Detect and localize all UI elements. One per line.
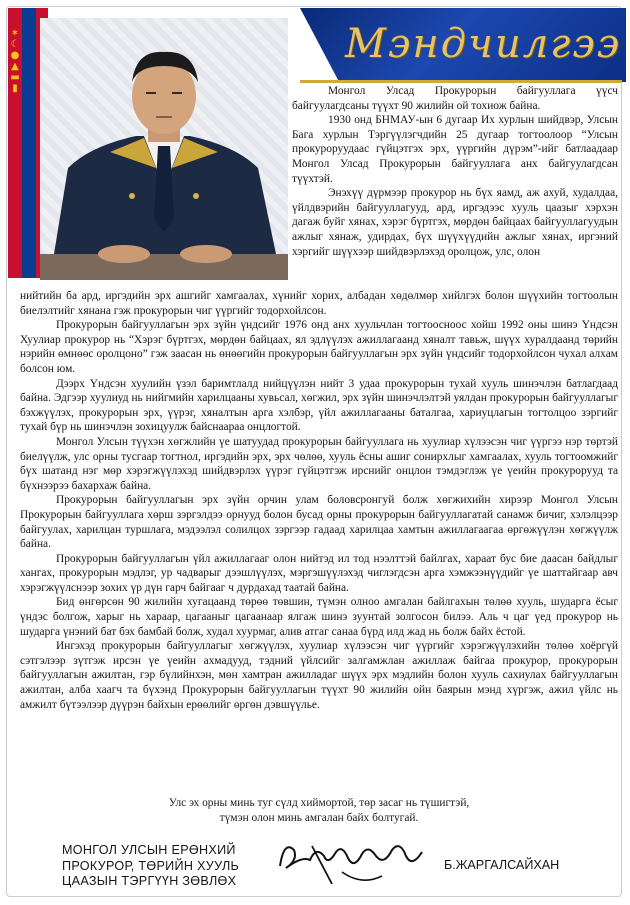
intro-text	[292, 84, 618, 259]
paragraph: Прокурорын байгууллагын үйл ажиллагааг олон нийтэд ил тод нээлттэй байлгах, хараат бус бие даасан байдлыг хангах, прокурорын мэдлэг, ур чадварыг дээшлүүлэх, мэргэшүүлэхэд чиглэгдсэн арга хэмжээнүүдийг үе шаттайгаар авч хэрэгжүүлснээр зохих үр дүн гарч байгааг ч дурдахад таатай байна.	[20, 552, 618, 594]
paragraph: 1930 онд БНМАУ-ын 6 дугаар Их хурлын шийдвэр, Улсын Бага хурлын Тэргүүлэгчдийн 25 дугаар тогтоолоор “Улсын прокуроруудаас гүйцэтгэх эрх, үүргийн дүрэм”-ийг батлаадаар Монгол Улсад Прокурорын байгууллага анх байгуулагдсан түүхтэй.	[292, 114, 618, 185]
signer-title-line: МОНГОЛ УЛСЫН ЕРӨНХИЙ	[62, 843, 236, 857]
header-gold-line	[300, 80, 622, 83]
paragraph: Монгол Улсын түүхэн хөгжлийн үе шатуудад прокурорын байгууллага нь хуулиар хүлээсэн чиг үүргээ нэр төртэй биелүүлж, улс орны тусгаар тогтнол, иргэдийн эрх, эрх чөлөө, хууль ёсны ашиг сонирхлыг хамгаалах, хууль тогтоомжийг бүх шатанд нэг мөр хэрэгжүүлэхэд шийдвэрлэх үүрэг гүйцэтгэж ирснийг онцлон тэмдэглэж үе үеийн прокурорууд та бүхнээрээ бахархаж байна.	[20, 435, 618, 492]
closing-line: түмэн олон минь амгалан байх болтугай.	[219, 811, 419, 824]
signature-icon	[272, 826, 432, 892]
signer-name: Б.ЖАРГАЛСАЙХАН	[444, 858, 560, 872]
page-title: Мэндчилгээ	[345, 21, 622, 67]
closing-verse	[20, 796, 618, 825]
paragraph: Прокурорын байгууллагын эрх зүйн үндсийг 1976 онд анх хуульчлан тогтоосноос хойш 1992 оны шинэ Үндсэн Хуулиар прокурор нь “Хэрэг бүртгэх, мөрдөн байцаах, ял эдлүүлэх ажиллагаанд хяналт тавьж, шүүх хуралдаанд төрийн нэрийн өмнөөс оролцоно” гэж заасан нь өнөөгийн прокурорын байгууллагын эрх зүйн үндсийг тодорхойлсон чухал алхам болсон юм.	[20, 319, 618, 375]
signer-title-line: ЦААЗЫН ТЭРГҮҮН ЗӨВЛӨХ	[62, 874, 237, 888]
paragraph: Ингэхэд прокурорын байгууллагыг хөгжүүлэх, хуулиар хүлээсэн чиг үүргийг хэрэгжүүлэхийн төлөө хоёргүй сэтгэлээр зүтгэж ирсэн үе үеийн ахмадууд, тэдний үйлсийг залгамжлан ажиллаж байгаа прокурор, прокурорын байгууллагын ажилтан, гэр бүлийнхэн, мөн хамтран ажилладаг шүүх эрх мэдлийн болон хууль сахиулах байгууллагын ажилтан, алба хаагч та бүхэнд Прокурорын байгууллагын түүхт 90 жилийн ойн баярын мэнд хүргэж, ажил үйлс нь амжилт бүтээлээр дүүрэн байхын ерөөлийг өргөн дэвшүүлье.	[20, 640, 618, 711]
paragraph: нийтийн ба ард, иргэдийн эрх ашгийг хамгаалах, хүнийг хорих, албадан хөдөлмөр хийлгэх болон шүүхийн тогтоолын биелэлтийг хянана гэж прокурорын чиг үүргийг тодорхойлсон.	[20, 290, 618, 317]
paragraph: Энэхүү дүрмээр прокурор нь бүх яамд, аж ахуй, худалдаа, үйлдвэрийн байгууллагууд, ард, иргэдээс хууль цаазыг хэрхэн дагаж буйг хянах, хэрэг бүртгэх, мөрдөн байцаах байгууллагуудын ажлыг хянаж, удирдах, бүх шүүхүүдийн ажлыг хянах, иргэний хэргийг шүүхээр шийдвэрлэхэд оролцож, улс, олон	[292, 187, 618, 258]
paragraph: Монгол Улсад Прокурорын байгууллага үүсч байгуулагдсаны түүхт 90 жилийн ой тохиож байна.	[292, 85, 618, 112]
portrait-figure	[40, 18, 288, 280]
paragraph: Прокурорын байгууллагын эрх зүйн орчин улам боловсронгуй болж хөгжихийн хирээр Монгол Улсын Прокурорын байгууллага хөрш зэргэлдээ орнууд болон бусад орны прокурорын байгууллагатай санамж бичиг, хэлэлцээр байгуулах, харилцан туршлага, мэдээлэл солилцох зэргээр гадаад харилцаа хамтын ажиллагаагаа өргөжүүлэн хөгжүүлж байна.	[20, 494, 618, 551]
portrait-photo	[40, 18, 288, 280]
signer-title-line: ПРОКУРОР, ТӨРИЙН ХУУЛЬ	[62, 858, 240, 873]
main-text	[20, 289, 618, 712]
soyombo-icon: ✶ ☾ ● ▲ ▬ ▮	[10, 28, 20, 94]
closing-line: Улс эх орны минь туг сүлд хиймортой, төр засаг нь түшигтэй,	[168, 797, 470, 809]
signer-title	[62, 843, 282, 890]
paragraph: Бид өнгөрсөн 90 жилийн хугацаанд төрөө төвшин, түмэн олноо амгалан байлгахын төлөө хууль, шударга ёсыг үндэс болгож, харыг нь хараар, цагааныг цагаанаар ялгаж шинэ зуунтай золгосон билээ. Аль ч цаг үед прокурор нь шударга үнэний бат бэх бамбай болж, худал хуурмаг, алив атгаг санаа бүрд илд жад нь болж байх ёстой.	[20, 596, 618, 638]
paragraph: Дээрх Үндсэн хуулийн үзэл баримтлалд нийцүүлэн нийт 3 удаа прокурорын тухай хууль шинэчлэн батлагдаад байна. Эдгээр хуулиуд нь нийгмийн харилцааны хувьсал, хөгжил, эрх зүйн шинэчлэлтэй уялдан прокурорын байгууллагыг бэхжүүлэх, прокурорын эрх, үүрэг, хяналтын арга хэлбэр, үйл ажиллагааны баталгаа, хариуцлагын тогтолцоо зэргийг тухай бүр нь шинэчлэн зохицуулж байснаараа онцлогтой.	[20, 377, 618, 434]
